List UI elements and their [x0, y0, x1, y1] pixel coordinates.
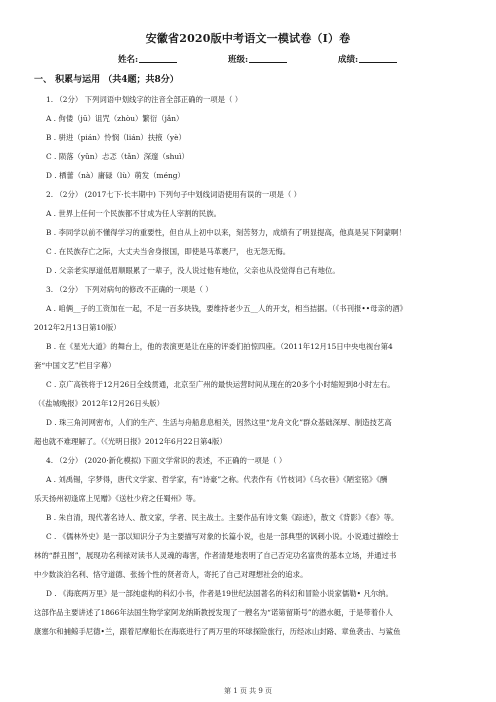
class-label: 班级:	[228, 55, 249, 65]
question-3-option-c-cont: （《盐城晚报》2012年12月26日头版）	[34, 399, 164, 408]
name-blank	[139, 54, 177, 63]
page-footer: 第 1 页 共 9 页	[223, 687, 273, 695]
question-3-option-c: C . 京广高铁将于12月26日全线贯通，北京至广州的最快运营时间从现在的20多个小时缩短到8小时左右。	[46, 380, 395, 389]
question-4-option-c-cont-2: 中少数淡泊名利、恪守道德、张扬个性的贤者奇人，寄托了自己对理想社会的追求。	[34, 570, 308, 579]
question-3-option-d: D . 珠三角河网密布，人们的生产、生活与舟船息息相关，因然这里“龙舟文化”群众基础深厚、制造技艺高	[46, 418, 392, 427]
question-1-stem: 1. （2分） 下列词语中划线字的注音全部正确的一项是（ ）	[46, 95, 243, 104]
name-label: 姓名:	[118, 55, 139, 65]
section-heading: 一、 积累与运用 （共4题；共8分）	[34, 75, 179, 85]
question-3-option-a-cont: 2012年2月13日第10版）	[34, 323, 121, 332]
question-3-option-b: B . 在《星光大道》的舞台上，他的表演更是让在座的评委们拍惊四座。（2011年12月15日中央电视台第4	[46, 342, 393, 351]
question-2-option-d: D . 父亲老实厚道低眉顺眼累了一辈子，没人说过他有地位，父亲也从没觉得自己有地位。	[46, 266, 340, 275]
question-2-option-c: C . 在民族存亡之际，大丈夫当舍身报国，即使是马革裹尸， 也无怨无悔。	[46, 247, 291, 256]
class-field	[228, 53, 287, 65]
question-4-option-d-cont-1: 这部作品主要讲述了1866年法国生物学家阿龙纳斯教授发现了一艘名为“诺第留斯号”的潜水艇，于是带着仆人	[34, 608, 393, 617]
question-1-option-d: D . 栖蕾（nà）庸碌（lù）萌发（méng）	[46, 171, 185, 180]
score-label: 成绩:	[338, 55, 359, 65]
question-4-option-d-cont-2: 康塞尔和捕鲸手尼德•兰，跟着尼摩船长在海底进行了两万里的环球探险旅行，历经冰山封路、章鱼袭击、与鲨鱼	[34, 627, 401, 636]
question-2-stem: 2. （2分） (2017七下·长丰期中) 下列句子中划线词语使用有误的一项是（ ）	[46, 190, 302, 199]
question-4-option-b: B . 朱自清，现代著名诗人、散文家，学者、民主战士。主要作品有诗文集《踪迹》，散文《背影》《春》等。	[46, 513, 399, 522]
question-2-option-b: B . 李同学以前不懂得学习的重要性，但自从上初中以来，刻苦努力，成绩有了明显提高，他真是吴下阿蒙啊！	[46, 228, 406, 237]
question-4-option-d: D . 《海底两万里》是一部纯虚构的科幻小书，作者是19世纪法国著名的科幻和冒险小说家儒勒• 凡尔纳。	[46, 589, 393, 598]
exam-title: 安徽省2020版中考语文一模试卷（I）卷	[145, 32, 351, 45]
score-blank	[359, 54, 397, 63]
question-3-option-d-cont: 超也就不难理解了。（《光明日报》2012年6月22日第4版）	[34, 437, 227, 446]
score-field	[338, 53, 397, 65]
question-4-option-c: C . 《儒林外史》是一部以知识分子为主要描写对象的长篇小说，也是一部典型的讽刺小说。小说通过描绘士	[46, 532, 399, 541]
question-4-option-a: A . 刘禹锡，字梦得，唐代文学家、哲学家，有“诗豪”之称。代表作有《竹枝词》《乌衣巷》《陋室铭》《酬	[46, 475, 388, 484]
question-4-option-a-cont: 乐天扬州初逢席上见赠》《送杜少府之任蜀州》等。	[34, 494, 201, 503]
question-1-option-c: C . 陨落（yǔn）忐忑（tǎn）深邃（shuì）	[46, 152, 189, 161]
question-2-option-a: A . 世界上任何一个民族都不甘成为任人宰割的民族。	[46, 209, 221, 218]
class-blank	[249, 54, 287, 63]
question-1-option-a: A . 佝偻（jū）诅咒（zhòu）繁衍（jǎn）	[46, 114, 184, 123]
question-1-option-b: B . 骈进（pián）怜悯（lián）扶掖（yè）	[46, 133, 186, 142]
question-3-option-a: A . 咱俩__子的工资加在一起，不足一百多块钱，要维持老少五__人的开支，相当拮据。（《书刊报••母亲的酒》	[46, 304, 408, 313]
name-field	[118, 53, 177, 65]
question-3-stem: 3. （2分） 下列对病句的修改不正确的一项是（ ）	[46, 285, 213, 294]
question-4-stem: 4. （2分） (2020·新化模拟) 下面文学常识的表述，不正确的一项是（ ）	[46, 456, 287, 465]
question-3-option-b-cont: 套“中国文艺”栏目字幕）	[34, 361, 116, 370]
question-4-option-c-cont-1: 林的“群丑图”，展现功名利禄对读书人灵魂的毒害，作者清楚地表明了自己否定功名富贵的基本立场，并通过书	[34, 551, 397, 560]
